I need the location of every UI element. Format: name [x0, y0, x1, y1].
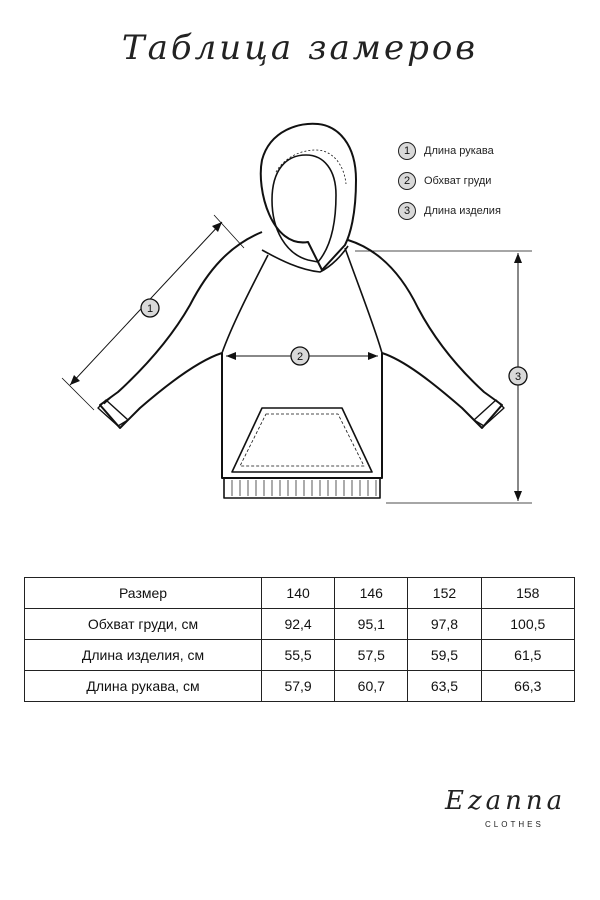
- table-cell: 60,7: [335, 671, 408, 702]
- legend-label: Обхват груди: [424, 175, 492, 187]
- product-length-marker: [509, 367, 527, 385]
- table-cell: 57,9: [262, 671, 335, 702]
- table-row: [25, 609, 575, 640]
- left-cuff: [98, 400, 128, 426]
- body-outline: [222, 353, 382, 478]
- right-cuff: [474, 400, 504, 426]
- table-cell: 100,5: [481, 609, 574, 640]
- table-cell: 97,8: [408, 609, 481, 640]
- table-row: [25, 640, 575, 671]
- row-label: Длина изделия, см: [25, 640, 262, 671]
- legend-item-length: [398, 200, 501, 222]
- sleeve-length-marker: [141, 299, 159, 317]
- table-header-cell: 146: [335, 578, 408, 609]
- table-header-cell: 140: [262, 578, 335, 609]
- table-header-cell: 158: [481, 578, 574, 609]
- table-cell: 59,5: [408, 640, 481, 671]
- table-cell: 61,5: [481, 640, 574, 671]
- svg-text:2: 2: [296, 351, 304, 363]
- table-row: [25, 671, 575, 702]
- row-label: Длина рукава, см: [25, 671, 262, 702]
- chest-width-marker: [291, 347, 309, 365]
- bottom-band: [224, 478, 380, 498]
- legend-item-chest: [398, 170, 501, 192]
- row-label: Обхват груди, см: [25, 609, 262, 640]
- left-sleeve: [100, 232, 262, 428]
- table-cell: 55,5: [262, 640, 335, 671]
- legend-item-sleeve: [398, 140, 501, 162]
- legend-label: Длина рукава: [424, 145, 494, 157]
- hood-opening: [272, 155, 336, 262]
- hood-outer: [261, 124, 356, 270]
- brand-subtitle: CLOTHES: [485, 820, 544, 829]
- table-header-cell: 152: [408, 578, 481, 609]
- svg-text:3: 3: [514, 371, 522, 383]
- brand-logo: [425, 772, 575, 852]
- table-header-label: Размер: [25, 578, 262, 609]
- legend-label: Длина изделия: [424, 205, 501, 217]
- legend-number: 1: [398, 142, 416, 160]
- legend-number: 3: [398, 202, 416, 220]
- table-cell: 92,4: [262, 609, 335, 640]
- size-table: [24, 577, 575, 702]
- table-cell: 63,5: [408, 671, 481, 702]
- table-cell: 66,3: [481, 671, 574, 702]
- table-header-row: [25, 578, 575, 609]
- measurement-legend: [398, 140, 501, 230]
- table-cell: 95,1: [335, 609, 408, 640]
- svg-text:1: 1: [146, 303, 154, 315]
- hoodie-diagram: [0, 120, 600, 520]
- legend-number: 2: [398, 172, 416, 190]
- table-cell: 57,5: [335, 640, 408, 671]
- right-sleeve: [348, 240, 502, 428]
- page-title: Таблица замеров: [121, 28, 479, 68]
- brand-name: Ezanna: [445, 786, 567, 816]
